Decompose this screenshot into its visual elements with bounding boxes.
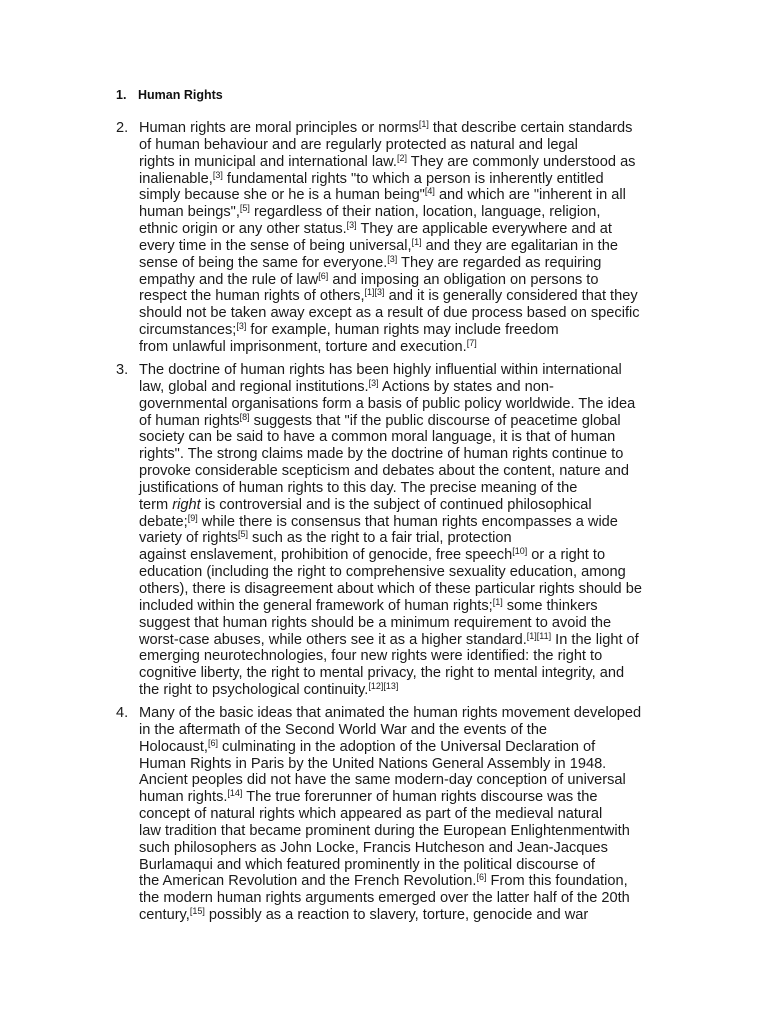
text-line: the right to psychological continuity.[12][13] (139, 681, 399, 699)
text-line: governmental organisations form a basis of public policy worldwide. The idea (139, 395, 636, 412)
text-line: variety of rights[5] such as the right to a fair trial, protection (139, 529, 512, 547)
text-line: against enslavement, prohibition of genocide, free speech[10] or a right to (139, 546, 606, 564)
citation-ref[interactable]: [6] (318, 270, 329, 281)
text-line: empathy and the rule of law[6] and imposing an obligation on persons to (139, 270, 599, 288)
paragraph-item (116, 705, 676, 924)
citation-ref[interactable]: [15] (189, 906, 205, 917)
text-line: justifications of human rights to this day. The precise meaning of the (139, 479, 578, 496)
paragraph-item (116, 120, 676, 356)
text-line: rights in municipal and international law.[2] They are commonly understood as (139, 152, 636, 170)
text-line: sense of being the same for everyone.[3] They are regarded as requiring (139, 253, 602, 271)
emphasis-term: right (172, 496, 201, 513)
citation-ref[interactable]: [14] (227, 788, 243, 799)
paragraph-item (116, 362, 676, 699)
citation-ref[interactable]: [6] (476, 872, 487, 883)
text-line: every time in the sense of being universal,[1] and they are egalitarian in the (139, 236, 618, 254)
text-line: education (including the right to comprehensive sexuality education, among (139, 564, 626, 581)
citation-ref[interactable]: [3] (368, 377, 379, 388)
paragraph-number: 3. (116, 362, 129, 378)
paragraph-body (139, 705, 676, 924)
paragraph-body (139, 120, 676, 356)
text-line: Many of the basic ideas that animated the human rights movement developed (139, 705, 642, 721)
text-line: should not be taken away except as a result of due process based on specific (139, 305, 640, 322)
citation-ref[interactable]: [5] (239, 203, 250, 214)
text-line: respect the human rights of others,[1][3] and it is generally considered that they (139, 287, 638, 305)
citation-ref[interactable]: [7] (466, 337, 477, 348)
heading-number: 1. (116, 88, 127, 102)
text-line: rights". The strong claims made by the doctrine of human rights continue to (139, 446, 624, 463)
citation-ref[interactable]: [1] (492, 596, 503, 607)
text-line: the modern human rights arguments emerged over the latter half of the 20th (139, 890, 630, 907)
text-line: term right is controversial and is the subject of continued philosophical (139, 496, 592, 513)
text-line: human beings",[5] regardless of their nation, location, language, religion, (139, 203, 601, 221)
text-line: provoke considerable scepticism and debates about the content, nature and (139, 463, 630, 480)
text-line: society can be said to have a common moral language, it is that of human (139, 429, 616, 446)
text-line: worst-case abuses, while others see it as a higher standard.[1][11] In the light of (139, 630, 639, 648)
text-line: debate;[9] while there is consensus that human rights encompasses a wide (139, 512, 618, 530)
citation-ref[interactable]: [3] (236, 321, 247, 332)
citation-ref[interactable]: [3] (387, 253, 398, 264)
text-line: the American Revolution and the French Revolution.[6] From this foundation, (139, 872, 628, 890)
paragraph-number: 4. (116, 705, 129, 721)
section-heading (116, 88, 223, 102)
text-line: The doctrine of human rights has been highly influential within international (139, 362, 622, 378)
text-line: included within the general framework of human rights;[1] some thinkers (139, 596, 598, 614)
text-line: concept of natural rights which appeared as part of the medieval natural (139, 806, 603, 823)
text-line: of human behaviour and are regularly protected as natural and legal (139, 136, 578, 153)
citation-ref[interactable]: [1][11] (526, 630, 552, 641)
text-line: Human rights are moral principles or norms[1] that describe certain standards (139, 119, 633, 136)
text-line: in the aftermath of the Second World War and the events of the (139, 721, 548, 738)
text-line: human rights.[14] The true forerunner of human rights discourse was the (139, 788, 598, 806)
citation-ref[interactable]: [8] (239, 411, 250, 422)
text-line: Ancient peoples did not have the same modern-day conception of universal (139, 772, 626, 789)
heading-title: Human Rights (138, 88, 223, 102)
paragraph-number: 2. (116, 120, 129, 136)
paragraph-body (139, 362, 676, 699)
text-line: inalienable,[3] fundamental rights "to which a person is inherently entitled (139, 169, 604, 187)
citation-ref[interactable]: [1][3] (364, 287, 385, 298)
citation-ref[interactable]: [9] (187, 512, 198, 523)
citation-ref[interactable]: [12][13] (368, 681, 399, 692)
text-line: such philosophers as John Locke, Francis Hutcheson and Jean-Jacques (139, 839, 608, 856)
text-line: cognitive liberty, the right to mental privacy, the right to mental integrity, and (139, 665, 625, 682)
text-line: law tradition that became prominent during the European Enlightenmentwith (139, 822, 630, 839)
text-line: Burlamaqui and which featured prominently in the political discourse of (139, 856, 595, 873)
citation-ref[interactable]: [3] (346, 220, 357, 231)
citation-ref[interactable]: [6] (207, 737, 218, 748)
text-line: simply because she or he is a human being"[4] and which are "inherent in all (139, 186, 626, 204)
text-line: others), there is disagreement about which of these particular rights should be (139, 580, 642, 597)
citation-ref[interactable]: [1] (418, 119, 429, 129)
text-line: suggest that human rights should be a minimum requirement to avoid the (139, 614, 612, 631)
text-line: circumstances;[3] for example, human rights may include freedom (139, 321, 559, 339)
citation-ref[interactable]: [3] (212, 169, 223, 180)
text-line: Human Rights in Paris by the United Nations General Assembly in 1948. (139, 755, 607, 772)
citation-ref[interactable]: [5] (237, 529, 248, 540)
citation-ref[interactable]: [1] (411, 236, 422, 247)
text-line: Holocaust,[6] culminating in the adoption of the Universal Declaration of (139, 737, 596, 755)
citation-ref[interactable]: [2] (396, 152, 407, 163)
citation-ref[interactable]: [10] (512, 546, 528, 557)
citation-ref[interactable]: [4] (424, 186, 435, 197)
text-line: ethnic origin or any other status.[3] They are applicable everywhere and at (139, 220, 612, 238)
text-line: law, global and regional institutions.[3] Actions by states and non- (139, 377, 554, 395)
text-line: of human rights[8] suggests that "if the public discourse of peacetime global (139, 411, 621, 429)
text-line: emerging neurotechnologies, four new rights were identified: the right to (139, 648, 603, 665)
text-line: century,[15] possibly as a reaction to slavery, torture, genocide and war (139, 906, 589, 924)
text-line: from unlawful imprisonment, torture and execution.[7] (139, 337, 477, 355)
